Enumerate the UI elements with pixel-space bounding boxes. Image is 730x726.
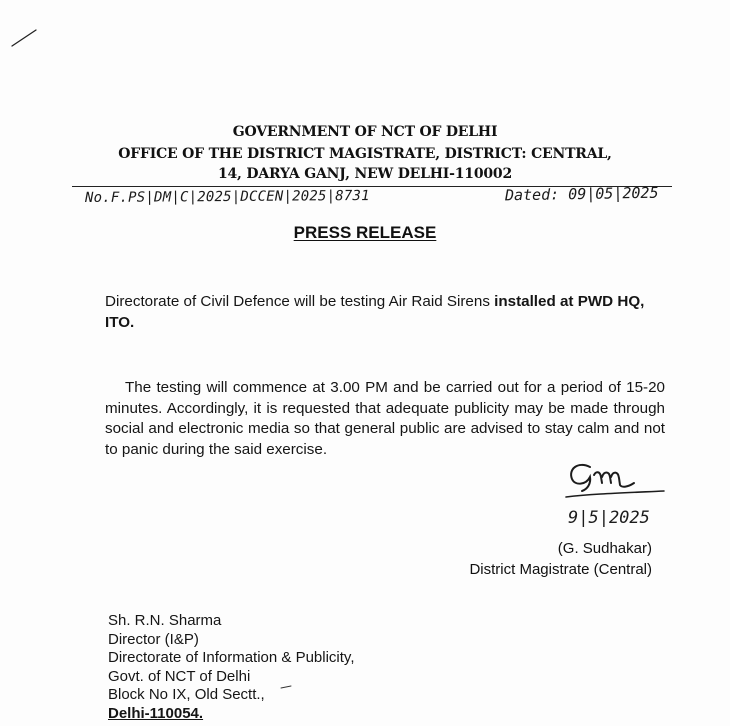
addressee-line: Directorate of Information & Publicity, bbox=[108, 649, 355, 667]
addressee-city: Delhi-110054. bbox=[108, 704, 204, 722]
paragraph-announcement bbox=[105, 292, 665, 333]
addressee-line: Sh. R.N. Sharma bbox=[108, 612, 222, 629]
press-release-heading bbox=[0, 223, 730, 243]
letterhead-address: 14, DARYA GANJ, NEW DELHI-110002 bbox=[217, 166, 513, 182]
addressee-line: Director (I&P) bbox=[108, 630, 199, 648]
signatory-designation: District Magistrate (Central) bbox=[469, 561, 652, 578]
pen-tick-mark bbox=[280, 684, 292, 690]
handwritten-signature bbox=[560, 455, 670, 535]
addressee-block bbox=[108, 612, 355, 724]
details-text: The testing will commence at 3.00 PM and be carried out for a period of 15-20 minutes. Accordingly, it is requested that adequate publicity may be made through social and electronic media so that general public are advised to stay calm and not to panic during the said exercise. bbox=[105, 379, 665, 458]
letterhead-office: OFFICE OF THE DISTRICT MAGISTRATE, DISTRICT: CENTRAL, bbox=[118, 146, 612, 162]
paragraph-details bbox=[105, 378, 665, 460]
announcement-text: Directorate of Civil Defence will be testing Air Raid Sirens bbox=[105, 293, 495, 310]
letterhead-government: GOVERNMENT OF NCT OF DELHI bbox=[232, 124, 498, 140]
signatory-name: (G. Sudhakar) bbox=[557, 540, 652, 557]
announcement-location: installed at PWD HQ, ITO. bbox=[105, 293, 645, 331]
signatory-block bbox=[400, 538, 652, 580]
addressee-line: Block No IX, Old Sectt., bbox=[108, 686, 265, 704]
reference-number: No.F.PS|DM|C|2025|DCCEN|2025|8731 bbox=[84, 188, 370, 206]
signature-date: 9|5|2025 bbox=[568, 508, 650, 528]
addressee-line: Govt. of NCT of Delhi bbox=[108, 667, 251, 685]
dated-handwritten: Dated: 09|05|2025 bbox=[504, 183, 659, 205]
pen-stroke-mark bbox=[10, 28, 38, 48]
press-release-title: PRESS RELEASE bbox=[293, 223, 437, 242]
